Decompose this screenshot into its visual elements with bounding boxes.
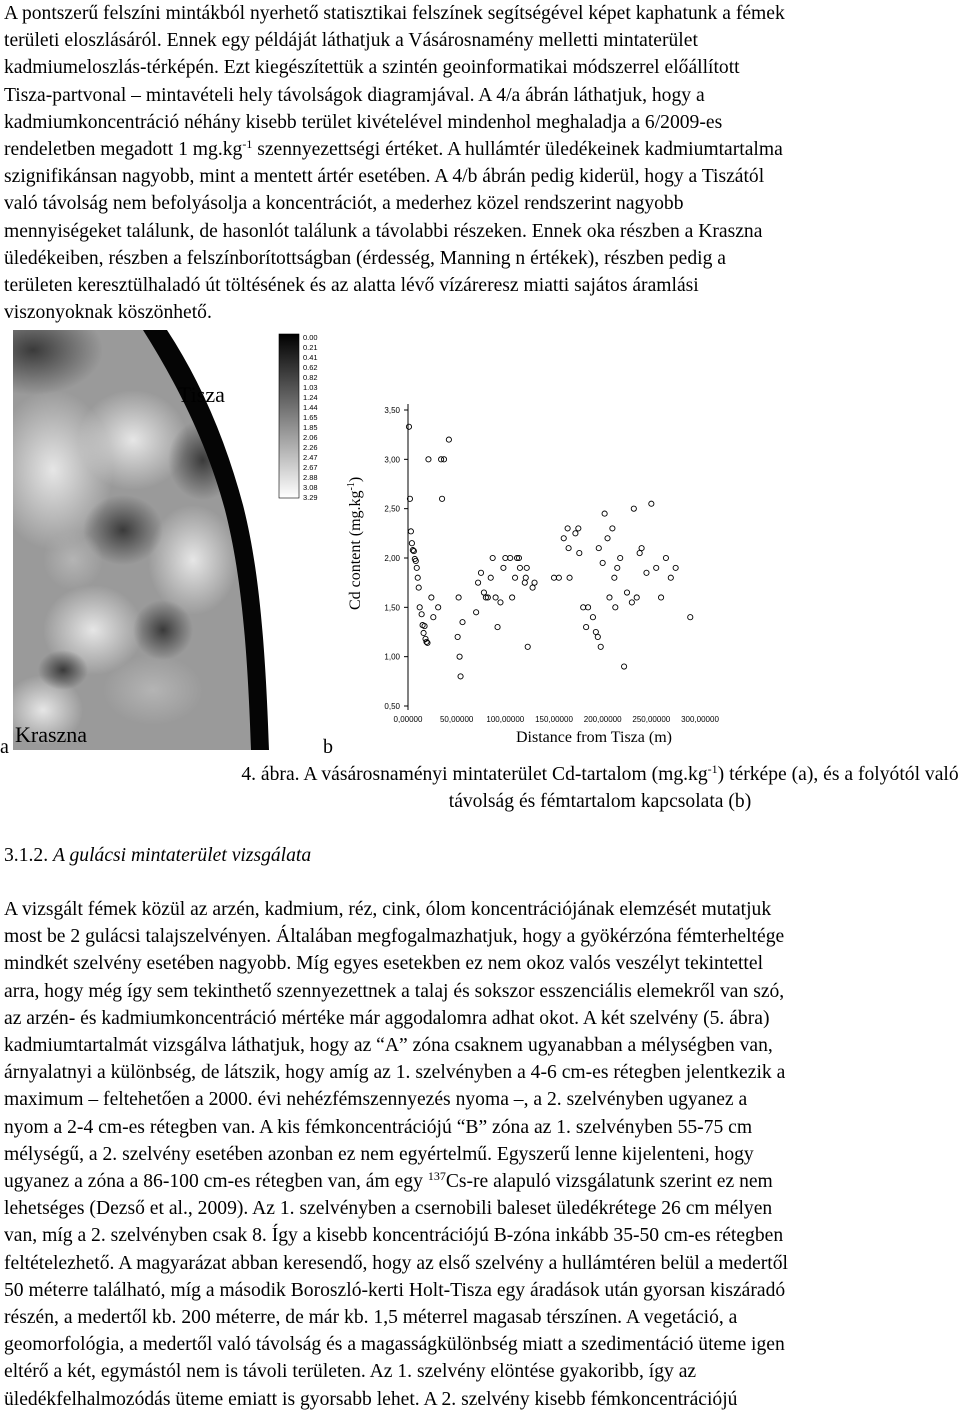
text-line: Tisza-partvonal – mintavételi hely távolságok diagramjával. A 4/a ábrán láthatjuk, hogy a — [4, 84, 705, 106]
superscript: 137 — [427, 1169, 446, 1184]
text-line: szignifikánsan nagyobb, mint a mentett ártér esetében. A 4/b ábrán pedig kiderül, hogy a Tiszától — [4, 166, 765, 188]
data-point — [639, 546, 644, 551]
data-point — [596, 546, 601, 551]
text-line: eltérő a két, egymástól nem is távoli területen. Az 1. szelvény elöntése gyakoribb, így az — [4, 1361, 697, 1383]
tisza-label: Tisza — [178, 382, 225, 407]
chart-points — [406, 424, 692, 679]
data-point — [631, 506, 636, 511]
data-point — [475, 580, 480, 585]
data-point — [590, 615, 595, 620]
data-point — [416, 585, 421, 590]
data-point — [634, 595, 639, 600]
x-axis-label: Distance from Tisza (m) — [516, 729, 672, 746]
data-point — [576, 526, 581, 531]
text-line: lehetséges (Dezső et al., 2009). Az 1. szelvényben a csernobili baleset üledékrétege 26 cm mélyen — [4, 1198, 773, 1220]
legend-value: 0.41 — [303, 353, 318, 362]
data-point — [414, 565, 419, 570]
data-point — [419, 612, 424, 617]
y-axis-label — [346, 477, 364, 610]
data-point — [415, 575, 420, 580]
data-point — [458, 674, 463, 679]
y-tick-label: 0,50 — [384, 702, 400, 711]
data-point — [573, 531, 578, 536]
data-point — [673, 565, 678, 570]
section-heading — [4, 842, 311, 869]
data-point — [561, 536, 566, 541]
data-point — [498, 600, 503, 605]
legend-value: 0.21 — [303, 343, 318, 352]
data-point — [602, 511, 607, 516]
data-point — [455, 634, 460, 639]
data-point — [426, 457, 431, 462]
data-point — [663, 555, 668, 560]
legend-value: 2.47 — [303, 453, 318, 462]
x-tick-label: 50,00000 — [439, 715, 474, 724]
data-point — [615, 565, 620, 570]
text-line: nyom a 2-4 cm-es rétegben van. A kis fémkoncentrációjú “B” zóna az 1. szelvényben 55-75 cm — [4, 1116, 753, 1138]
y-tick-label: 3,00 — [384, 455, 400, 465]
text-line: mélységű, a 2. szelvény esetében azonban ez nem egyértelmű. Egyszerű lenne kijelenteni, hogy — [4, 1143, 754, 1165]
y-axis-label-end: ) — [347, 476, 364, 483]
legend-value: 1.24 — [303, 393, 318, 402]
legend-value: 2.88 — [303, 473, 318, 482]
x-tick-label: 100,00000 — [486, 715, 525, 724]
y-axis-label-main: Cd content (mg.kg — [347, 490, 364, 610]
data-point — [618, 555, 623, 560]
data-point — [436, 605, 441, 610]
data-point — [621, 664, 626, 669]
text-line: mindkét szelvény esetében nagyobb. Míg egyes esetekben ez nem okoz valós veszélyt tekintettel — [4, 953, 764, 975]
text-segment: szennyezettségi értéket. A hullámtér üledékeinek kadmiumtartalma — [252, 139, 783, 161]
legend-value: 2.26 — [303, 443, 318, 452]
legend-value: 2.67 — [303, 463, 318, 472]
caption-text: 4. ábra. A vásárosnaményi mintaterület Cd-tartalom (mg.kg — [241, 764, 708, 785]
data-point — [688, 615, 693, 620]
data-point — [457, 654, 462, 659]
text-line: A vizsgált fémek közül az arzén, kadmium, réz, cink, ólom koncentrációjának elemzését mutatjuk — [4, 899, 772, 920]
data-point — [406, 424, 411, 429]
text-line: területi eloszlásáról. Ennek egy példáját láthatjuk a Vásárosnamény melletti mintaterület — [4, 30, 698, 52]
data-point — [612, 575, 617, 580]
data-point — [584, 624, 589, 629]
section-title: A gulácsi mintaterület vizsgálata — [53, 845, 312, 866]
data-point — [501, 565, 506, 570]
data-point — [460, 620, 465, 625]
legend-value: 3.08 — [303, 483, 318, 492]
text-line: feltételezhető. A magyarázat abban keresendő, hogy az első szelvény a hullámtéren belül a medertől — [4, 1252, 788, 1274]
legend-value: 1.03 — [303, 383, 318, 392]
x-tick-label: 150,00000 — [535, 715, 573, 724]
data-point — [525, 644, 530, 649]
text-segment: ugyanez a zóna a 86-100 cm-es rétegben van, ám egy — [4, 1171, 428, 1193]
data-point — [654, 565, 659, 570]
data-point — [607, 595, 612, 600]
text-line: az arzén- és kadmiumkoncentráció mértéke már aggodalomra adhat okot. A két szelvény (5. ábra) — [4, 1007, 770, 1029]
caption-superscript: -1 — [707, 762, 718, 776]
text-line: területen keresztülhaladó út töltésének és az alatta lévő vízáreresz miatti sajátos áramlási — [4, 275, 699, 297]
data-point — [488, 575, 493, 580]
data-point — [605, 536, 610, 541]
data-point — [598, 644, 603, 649]
data-point — [456, 595, 461, 600]
text-line — [4, 1168, 956, 1195]
text-line: való távolság nem befolyásolja a koncentrációt, a mederhez közel rendszerint nagyobb — [4, 193, 684, 215]
legend-value: 1.44 — [303, 403, 318, 412]
text-segment: Cs-re alapuló vizsgálatunk szerint ez nem — [445, 1171, 773, 1193]
y-tick-label: 2,00 — [384, 554, 400, 563]
legend-value: 0.00 — [303, 333, 318, 342]
data-point — [532, 580, 537, 585]
data-point — [417, 605, 422, 610]
paragraph-2 — [4, 896, 956, 1413]
data-point — [522, 580, 527, 585]
figure-letter-b: b — [323, 736, 333, 758]
x-tick-label: 0,00000 — [393, 715, 423, 724]
data-point — [600, 560, 605, 565]
data-point — [408, 529, 413, 534]
legend-value: 3.29 — [303, 493, 318, 502]
text-line: árnyalatnyi a különbség, de látszik, hogy amíg az 1. szelvényben a 4-6 cm-es rétegben jelentkezik a — [4, 1062, 786, 1084]
legend-colorbar — [279, 334, 299, 498]
kraszna-label: Kraszna — [15, 722, 88, 747]
text-line: 50 méterre található, míg a második Boroszló-kerti Holt-Tisza egy áradások után gyorsan kiszáradó — [4, 1279, 786, 1301]
map-raster — [13, 330, 275, 750]
cd-concentration-map — [13, 330, 333, 750]
text-line: van, míg a 2. szelvényben csak 8. Így a kisebb koncentrációjú B-zóna inkább 35-50 cm-es rétegben — [4, 1225, 784, 1247]
text-line: kadmiumtartalmát vizsgálva láthatjuk, hogy az “A” zóna csaknem ugyanabban a mélységben van, — [4, 1035, 773, 1057]
text-line: most be 2 gulácsi talajszelvényen. Általában megfogalmazhatjuk, hogy a gyökérzóna fémterheltége — [4, 926, 785, 948]
legend-value: 1.85 — [303, 423, 318, 432]
text-line: maximum – feltehetően a 2000. évi nehézfémszennyezés nyoma –, a 2. szelvényben ugyanez a — [4, 1089, 748, 1111]
data-point — [649, 501, 654, 506]
data-point — [566, 546, 571, 551]
data-point — [493, 595, 498, 600]
y-tick-label: 1,00 — [384, 652, 400, 662]
text-line: üledékeiben, részben a felszínborítottságban (érdesség, Manning n értékek), részben pedig a — [4, 247, 726, 269]
text-line: részén, a medertől kb. 200 méterre, de már kb. 1,5 méterrel magasab térszínen. A vegetáció, a — [4, 1307, 738, 1329]
data-point — [524, 565, 529, 570]
text-line: A pontszerű felszíni mintákból nyerhető statisztikai felszínek segítségével képet kaphatunk a fémek — [4, 3, 785, 24]
caption-text: ) térképe (a), és a folyótól való — [717, 764, 959, 785]
y-axis-label-sup: -1 — [346, 482, 357, 491]
data-point — [624, 590, 629, 595]
text-line: mennyiségeket találunk, de hasonlót találunk a távolabbi részeken. Ennek oka részben a Kraszna — [4, 220, 763, 242]
text-segment: rendeletben megadott 1 mg.kg — [4, 139, 243, 161]
data-point — [668, 575, 673, 580]
legend-value: 0.82 — [303, 373, 318, 382]
data-point — [431, 615, 436, 620]
data-point — [593, 629, 598, 634]
paragraph-1 — [4, 0, 956, 326]
text-line: üledékfelhalmozódás üteme emiatt is gyorsabb lehet. A 2. szelvény kisebb fémkoncentrációjú — [4, 1388, 738, 1410]
data-point — [421, 630, 426, 635]
data-point — [577, 550, 582, 555]
text-line: geomorfológia, a medertől való távolság és a magasságkülönbség miatt a szedimentáció üteme igen — [4, 1334, 785, 1356]
data-point — [595, 634, 600, 639]
figure-letter-a: a — [0, 736, 9, 758]
text-line: viszonyoknak köszönhető. — [4, 302, 212, 324]
data-point — [474, 610, 479, 615]
data-point — [512, 575, 517, 580]
data-point — [429, 595, 434, 600]
caption-line-2: távolság és fémtartalom kapcsolata (b) — [448, 791, 752, 812]
data-point — [409, 541, 414, 546]
legend-value: 2.06 — [303, 433, 318, 442]
data-point — [658, 595, 663, 600]
text-line: kadmiumkoncentráció néhány kisebb terület kivételével mindenhol meghaladja a 6/2009-es — [4, 111, 723, 133]
data-point — [530, 585, 535, 590]
data-point — [490, 555, 495, 560]
data-point — [517, 565, 522, 570]
caption-line-1 — [240, 761, 960, 788]
data-point — [565, 526, 570, 531]
data-point — [644, 570, 649, 575]
data-point — [495, 624, 500, 629]
map-legend — [303, 333, 318, 502]
x-tick-label: 250,00000 — [632, 715, 671, 724]
data-point — [567, 575, 572, 580]
y-tick-label: 2,50 — [384, 504, 400, 514]
data-point — [613, 605, 618, 610]
text-line: kadmiumeloszlás-térképén. Ezt kiegészítettük a szintén geoinformatikai módszerrel előállított — [4, 57, 740, 79]
scatter-chart — [340, 390, 720, 760]
data-point — [446, 437, 451, 442]
data-point — [610, 526, 615, 531]
data-point — [481, 590, 486, 595]
text-line — [4, 136, 956, 163]
legend-value: 1.65 — [303, 413, 318, 422]
figure-caption — [240, 761, 960, 815]
text-line: arra, hogy még így sem tekinthető szennyezettnek a talaj és sokszor esszenciális elemekről van szó, — [4, 980, 785, 1002]
data-point — [629, 600, 634, 605]
data-point — [637, 550, 642, 555]
data-point — [439, 496, 444, 501]
superscript: -1 — [242, 137, 253, 152]
chart-axes — [384, 404, 719, 724]
section-number: 3.1.2. — [4, 845, 49, 866]
x-tick-label: 300,00000 — [681, 715, 719, 724]
data-point — [523, 575, 528, 580]
x-tick-label: 200,00000 — [583, 715, 622, 724]
legend-value: 0.62 — [303, 363, 318, 372]
data-point — [478, 570, 483, 575]
data-point — [510, 595, 515, 600]
y-tick-label: 1,50 — [384, 603, 400, 613]
y-tick-label: 3,50 — [384, 406, 400, 415]
